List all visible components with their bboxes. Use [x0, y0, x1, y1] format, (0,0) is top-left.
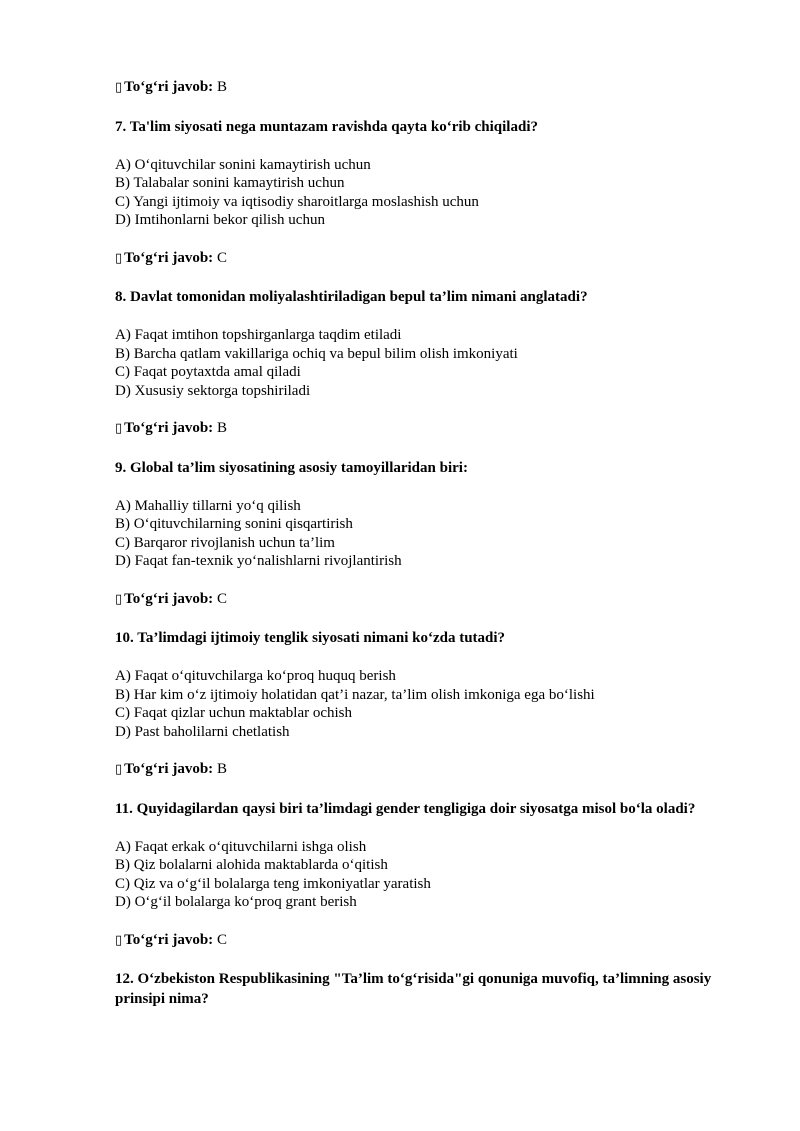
- question-text: 8. Davlat tomonidan moliyalashtiriladigan bepul ta’lim nimani anglatadi?: [115, 289, 588, 305]
- correct-answer-label: To‘g‘ri javob:: [124, 420, 214, 436]
- answer-option: C) Barqaror rivojlanish uchun ta’lim: [115, 534, 335, 551]
- answer-option: A) O‘qituvchilar sonini kamaytirish uchun: [115, 156, 371, 173]
- correct-answer-value: C: [216, 249, 227, 266]
- correct-answer-value: B: [216, 420, 227, 436]
- spacer: [115, 819, 755, 838]
- spacer: [115, 478, 755, 497]
- correct-answer: [115, 249, 755, 269]
- answer-option: A) Faqat erkak o‘qituvchilarni ishga olish: [115, 838, 367, 855]
- answer-option: C) Faqat qizlar uchun maktablar ochish: [115, 705, 353, 721]
- answer-option: B) O‘qituvchilarning sonini qisqartirish: [115, 516, 353, 532]
- answer-option: A) Faqat o‘qituvchilarga ko‘proq huquq berish: [115, 668, 396, 684]
- question-block: [115, 969, 755, 1009]
- checkbox-glyph-icon: ▯: [115, 591, 123, 607]
- answer-option: C) Yangi ijtimoiy va iqtisodiy sharoitlarga moslashish uchun: [115, 193, 479, 210]
- spacer: [115, 137, 755, 156]
- answer-option: B) Qiz bolalarni alohida maktablarda o‘qitish: [115, 857, 388, 873]
- correct-answer-value: B: [216, 761, 227, 777]
- question-text: 7. Ta'lim siyosati nega muntazam ravishda qayta ko‘rib chiqiladi?: [115, 118, 538, 135]
- question-text: 11. Quyidagilardan qaysi biri ta’limdagi gender tengligiga doir siyosatga misol bo‘la oladi?: [115, 800, 696, 817]
- answer-option: B) Har kim o‘z ijtimoiy holatidan qat’i nazar, ta’lim olish imkoniga ega bo‘lishi: [115, 686, 595, 703]
- question-block: [115, 628, 755, 799]
- checkbox-glyph-icon: ▯: [115, 932, 123, 948]
- question-text: 12. O‘zbekiston Respublikasining "Ta’lim to‘g‘risida"gi qonuniga muvofiq, ta’limning asosiy prinsipi nima?: [115, 971, 712, 1007]
- correct-answer-label: To‘g‘ri javob:: [124, 590, 214, 607]
- correct-answer: [115, 931, 755, 951]
- correct-answer-label: To‘g‘ri javob:: [124, 931, 214, 948]
- spacer: [115, 268, 755, 287]
- answer-option: A) Mahalliy tillarni yo‘q qilish: [115, 497, 301, 514]
- answer-option: C) Qiz va o‘g‘il bolalarga teng imkoniyatlar yaratish: [115, 875, 431, 892]
- checkbox-glyph-icon: ▯: [115, 250, 123, 266]
- answer-option: C) Faqat poytaxtda amal qiladi: [115, 364, 301, 380]
- spacer: [115, 571, 755, 590]
- checkbox-glyph-icon: ▯: [115, 762, 123, 777]
- question-block: [115, 78, 755, 117]
- spacer: [115, 400, 755, 419]
- spacer: [115, 741, 755, 760]
- correct-answer-value: C: [216, 590, 227, 607]
- correct-answer-label: To‘g‘ri javob:: [124, 249, 214, 266]
- question-block: [115, 287, 755, 458]
- correct-answer: [115, 760, 755, 780]
- spacer: [115, 780, 755, 799]
- correct-answer-value: B: [216, 79, 227, 95]
- quiz-content: [115, 78, 755, 1009]
- spacer: [115, 98, 755, 117]
- question-block: [115, 799, 755, 970]
- answer-option: D) Faqat fan-texnik yo‘nalishlarni rivojlantirish: [115, 553, 402, 569]
- correct-answer: [115, 78, 755, 98]
- answer-option: B) Barcha qatlam vakillariga ochiq va bepul bilim olish imkoniyati: [115, 345, 518, 362]
- spacer: [115, 912, 755, 931]
- question-block: [115, 117, 755, 288]
- spacer: [115, 609, 755, 628]
- correct-answer: [115, 419, 755, 439]
- question-text: 10. Ta’limdagi ijtimoiy tenglik siyosati nimani ko‘zda tutadi?: [115, 630, 506, 646]
- spacer: [115, 230, 755, 249]
- spacer: [115, 439, 755, 458]
- question-block: [115, 458, 755, 629]
- answer-option: D) Imtihonlarni bekor qilish uchun: [115, 212, 325, 228]
- spacer: [115, 648, 755, 667]
- spacer: [115, 950, 755, 969]
- spacer: [115, 307, 755, 326]
- answer-option: B) Talabalar sonini kamaytirish uchun: [115, 175, 345, 191]
- answer-option: D) Xususiy sektorga topshiriladi: [115, 382, 311, 399]
- correct-answer-value: C: [216, 931, 227, 948]
- answer-option: D) Past baholilarni chetlatish: [115, 723, 290, 740]
- correct-answer: [115, 590, 755, 610]
- question-text: 9. Global ta’lim siyosatining asosiy tamoyillaridan biri:: [115, 459, 468, 476]
- correct-answer-label: To‘g‘ri javob:: [124, 761, 214, 777]
- answer-option: A) Faqat imtihon topshirganlarga taqdim etiladi: [115, 327, 402, 343]
- correct-answer-label: To‘g‘ri javob:: [124, 79, 214, 95]
- answer-option: D) O‘g‘il bolalarga ko‘proq grant berish: [115, 894, 357, 910]
- checkbox-glyph-icon: ▯: [115, 421, 123, 436]
- checkbox-glyph-icon: ▯: [115, 80, 123, 95]
